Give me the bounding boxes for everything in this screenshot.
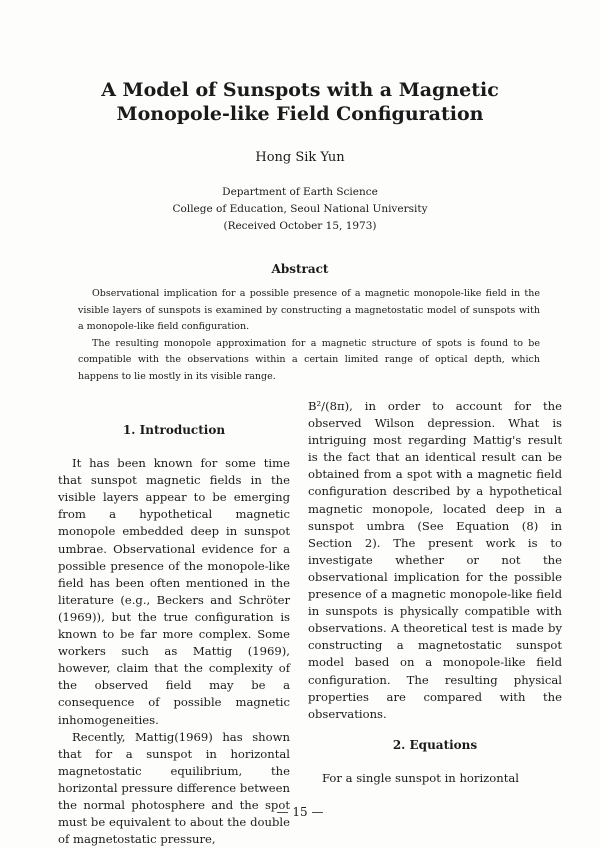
abstract-paragraph-1: Observational implication for a possible presence of a magnetic monopole-like field in the visible layers of sunspots is examined by constructing a magnetostatic model of sunspots with a monopole-like field configuration. (78, 288, 540, 332)
right-column (308, 398, 562, 787)
intro-paragraph-2: Recently, Mattig(1969) has shown that for a sunspot in horizontal magnetostatic equilibrium, the horizontal pressure difference between the normal photosphere and the spot must be equivalent to about the double of magnetostatic pressure, (58, 729, 290, 847)
intro-paragraph-1: It has been known for some time that sunspot magnetic fields in the visible layers appear to be emerging from a hypothetical magnetic monopole embedded deep in sunspot umbrae. Observational evidence for a possible presence of the monopole-like field has been often mentioned in the literature (e.g., Beckers and Schröter (1969)), but the true configuration is known to be far more complex. Some workers such as Mattig (1969), however, claim that the complexity of the observed field may be a consequence of possible magnetic inhomogeneities. (58, 456, 290, 727)
department: Department of Earth Science (222, 186, 378, 198)
title-line-1: A Model of Sunspots with a Magnetic (101, 79, 499, 101)
abstract-body (78, 286, 540, 385)
paper-title (40, 78, 560, 126)
section-1-heading: 1. Introduction (122, 423, 226, 437)
affiliation (100, 184, 500, 235)
author-name: Hong Sik Yun (255, 150, 345, 165)
page-number: — 15 — (276, 805, 324, 819)
abstract-paragraph-2: The resulting monopole approximation for a magnetic structure of spots is found to be compatible with the observations within a certain limited range of optical depth, which happens to lie mostly in its visible range. (78, 337, 540, 382)
intro-paragraph-2-continued: B²/(8π), in order to account for the observed Wilson depression. What is intriguing most regarding Mattig's result is the fact that an identical result can be obtained from a spot with a magnetic field configuration described by a hypothetical magnetic monopole, located deep in a sunspot umbra (See Equation (8) in Section 2). The present work is to investigate whether or not the observational implication for the possible presence of a magnetic monopole-like field in sunspots is physically compatible with observations. A theoretical test is made by constructing a magnetostatic sunspot model based on a monopole-like field configuration. The resulting physical properties are compared with the observations. (308, 399, 562, 721)
left-column (58, 398, 290, 848)
equations-paragraph-1: For a single sunspot in horizontal (322, 770, 519, 785)
college: College of Education, Seoul National University (172, 203, 428, 215)
title-line-2: Monopole-like Field Configuration (116, 103, 484, 125)
section-2-heading: 2. Equations (392, 737, 478, 752)
abstract-heading: Abstract (271, 262, 329, 276)
received-date: (Received October 15, 1973) (223, 220, 377, 232)
